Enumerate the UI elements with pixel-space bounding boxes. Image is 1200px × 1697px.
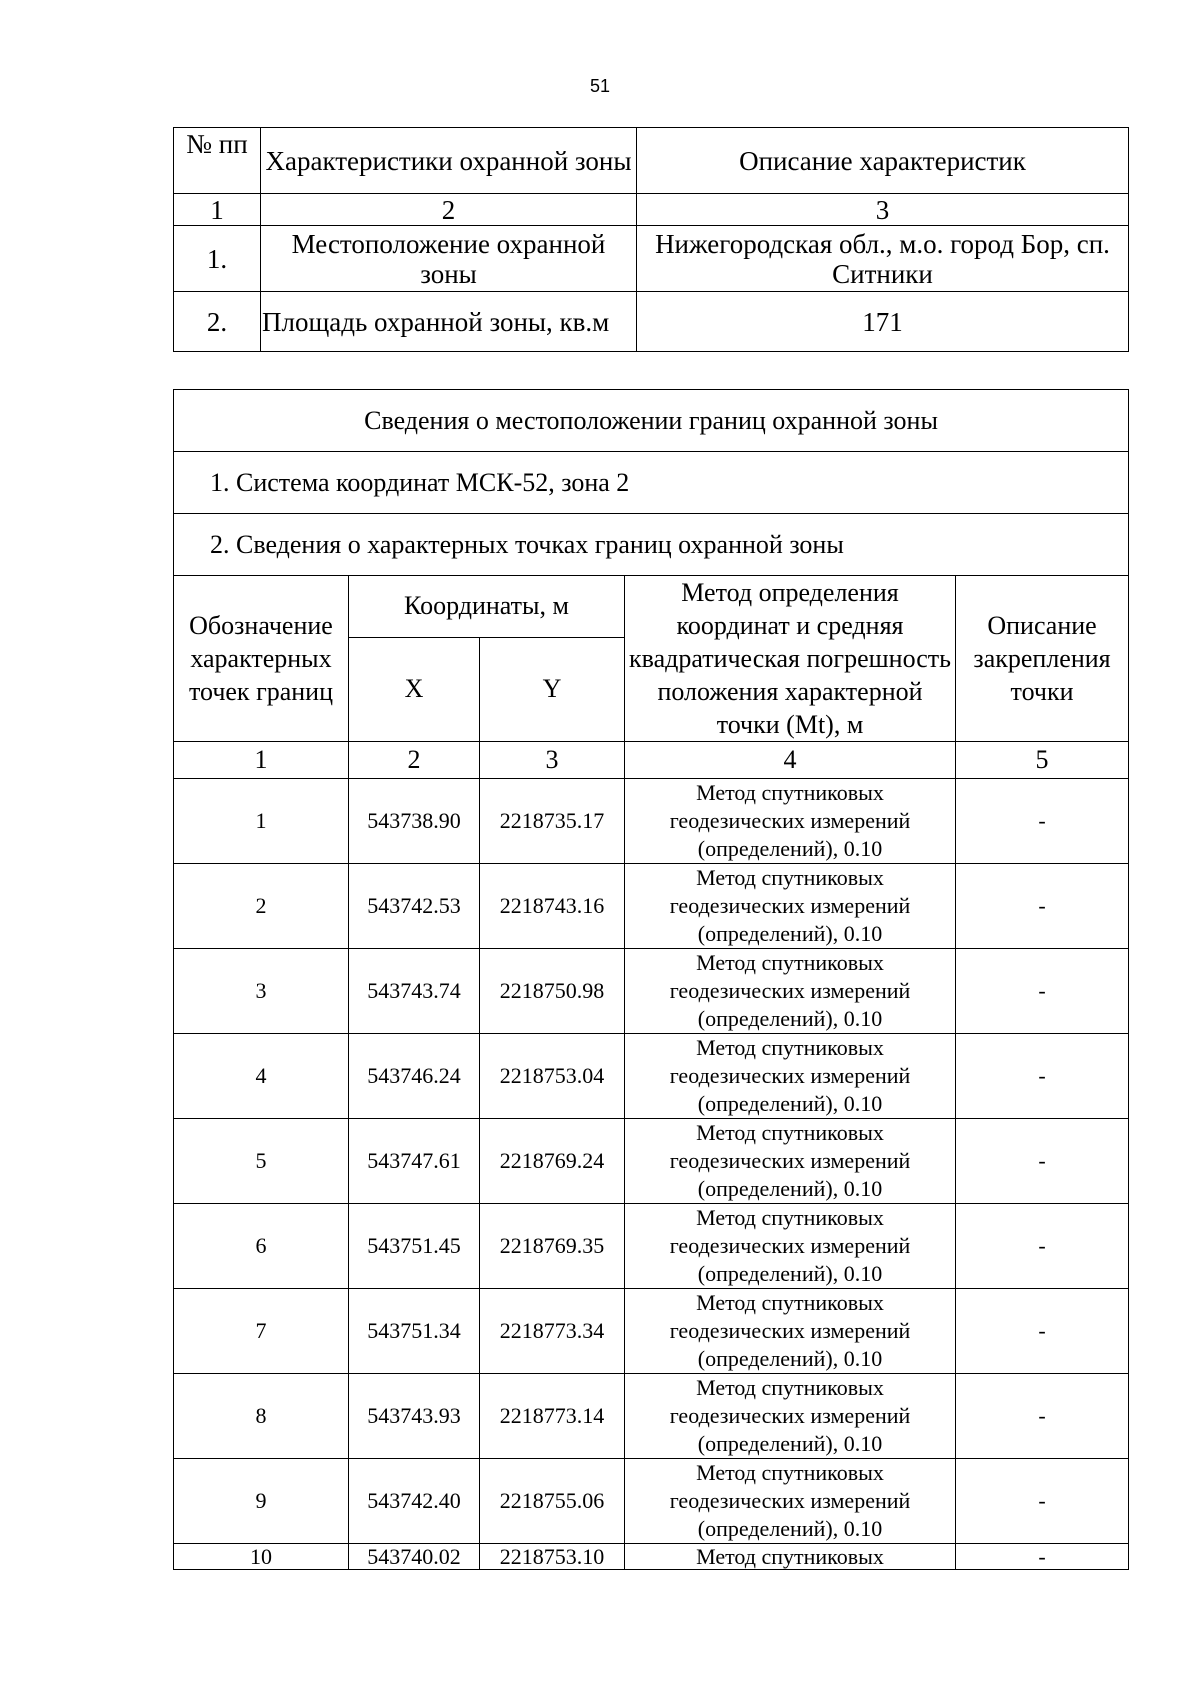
row-name: Площадь охранной зоны, кв.м — [261, 292, 637, 352]
coordinate-system: 1. Система координат МСК-52, зона 2 — [174, 452, 1129, 514]
coord-y: 2218750.98 — [480, 949, 625, 1034]
method: Метод спутниковых геодезических измерений (определений), 0.10 — [625, 949, 956, 1034]
point-id: 10 — [174, 1544, 349, 1570]
col-number: 4 — [625, 742, 956, 779]
point-id: 2 — [174, 864, 349, 949]
table-row — [174, 1544, 1129, 1570]
table-row — [174, 779, 1129, 864]
coord-y: 2218773.14 — [480, 1374, 625, 1459]
row-value: 171 — [637, 292, 1129, 352]
zone-characteristics-table — [173, 127, 1129, 352]
fixing: - — [956, 1544, 1129, 1570]
method: Метод спутниковых геодезических измерений (определений), 0.10 — [625, 779, 956, 864]
table-row — [174, 1034, 1129, 1119]
table-row — [174, 1374, 1129, 1459]
coord-x: 543751.34 — [349, 1289, 480, 1374]
coord-x: 543743.74 — [349, 949, 480, 1034]
fixing: - — [956, 949, 1129, 1034]
coord-y: 2218743.16 — [480, 864, 625, 949]
column-numbers-row — [174, 194, 1129, 226]
table-row — [174, 1119, 1129, 1204]
fixing: - — [956, 1374, 1129, 1459]
table-title: Сведения о местоположении границ охранной зоны — [174, 390, 1129, 452]
table-header-row — [174, 576, 1129, 638]
method: Метод спутниковых геодезических измерений (определений), 0.10 — [625, 1119, 956, 1204]
method: Метод спутниковых геодезических измерений (определений), 0.10 — [625, 1034, 956, 1119]
coord-x: 543742.40 — [349, 1459, 480, 1544]
method: Метод спутниковых — [625, 1544, 956, 1570]
coord-x: 543740.02 — [349, 1544, 480, 1570]
table-row — [174, 292, 1129, 352]
fixing: - — [956, 1204, 1129, 1289]
coord-x: 543743.93 — [349, 1374, 480, 1459]
method: Метод спутниковых геодезических измерений (определений), 0.10 — [625, 1204, 956, 1289]
fixing: - — [956, 1034, 1129, 1119]
column-numbers-row — [174, 742, 1129, 779]
header-characteristics: Характеристики охранной зоны — [261, 128, 637, 194]
coord-y: 2218753.04 — [480, 1034, 625, 1119]
coord-y: 2218735.17 — [480, 779, 625, 864]
method: Метод спутниковых геодезических измерений (определений), 0.10 — [625, 1459, 956, 1544]
fixing: - — [956, 779, 1129, 864]
point-id: 5 — [174, 1119, 349, 1204]
method: Метод спутниковых геодезических измерений (определений), 0.10 — [625, 864, 956, 949]
header-number: № пп — [174, 128, 261, 194]
point-id: 7 — [174, 1289, 349, 1374]
table-row — [174, 949, 1129, 1034]
header-description: Описание характеристик — [637, 128, 1129, 194]
fixing: - — [956, 1119, 1129, 1204]
method: Метод спутниковых геодезических измерений (определений), 0.10 — [625, 1289, 956, 1374]
col-number: 1 — [174, 194, 261, 226]
header-point: Обозначение характерных точек границ — [174, 576, 349, 742]
table-row — [174, 226, 1129, 292]
page-number: 51 — [589, 76, 611, 96]
table-header-row — [174, 128, 1129, 194]
header-method: Метод определения координат и средняя квадратическая погрешность положения характерной точки (Mt), м — [625, 576, 956, 742]
point-id: 3 — [174, 949, 349, 1034]
table-title-row — [174, 390, 1129, 452]
row-value: Нижегородская обл., м.о. город Бор, сп. Ситники — [637, 226, 1129, 292]
col-number: 1 — [174, 742, 349, 779]
col-number: 2 — [349, 742, 480, 779]
boundary-points-table — [173, 389, 1129, 1570]
header-x: X — [349, 637, 480, 741]
fixing: - — [956, 1289, 1129, 1374]
coord-x: 543746.24 — [349, 1034, 480, 1119]
coord-x: 543751.45 — [349, 1204, 480, 1289]
point-id: 6 — [174, 1204, 349, 1289]
header-coordinates: Координаты, м — [349, 576, 625, 638]
points-info-heading: 2. Сведения о характерных точках границ охранной зоны — [174, 514, 1129, 576]
col-number: 3 — [637, 194, 1129, 226]
coord-x: 543742.53 — [349, 864, 480, 949]
table-row — [174, 1459, 1129, 1544]
fixing: - — [956, 1459, 1129, 1544]
row-number: 2. — [174, 292, 261, 352]
coord-y: 2218773.34 — [480, 1289, 625, 1374]
table-row — [174, 864, 1129, 949]
point-id: 1 — [174, 779, 349, 864]
coord-y: 2218769.24 — [480, 1119, 625, 1204]
table-row — [174, 1204, 1129, 1289]
method: Метод спутниковых геодезических измерений (определений), 0.10 — [625, 1374, 956, 1459]
coord-y: 2218769.35 — [480, 1204, 625, 1289]
fixing: - — [956, 864, 1129, 949]
point-id: 4 — [174, 1034, 349, 1119]
table-row — [174, 1289, 1129, 1374]
col-number: 5 — [956, 742, 1129, 779]
point-id: 8 — [174, 1374, 349, 1459]
coord-x: 543738.90 — [349, 779, 480, 864]
col-number: 2 — [261, 194, 637, 226]
coord-x: 543747.61 — [349, 1119, 480, 1204]
header-y: Y — [480, 637, 625, 741]
header-fixing: Описание закрепления точки — [956, 576, 1129, 742]
coord-y: 2218753.10 — [480, 1544, 625, 1570]
coord-y: 2218755.06 — [480, 1459, 625, 1544]
col-number: 3 — [480, 742, 625, 779]
row-number: 1. — [174, 226, 261, 292]
coordinate-system-row — [174, 452, 1129, 514]
points-info-row — [174, 514, 1129, 576]
point-id: 9 — [174, 1459, 349, 1544]
row-name: Местоположение охранной зоны — [261, 226, 637, 292]
